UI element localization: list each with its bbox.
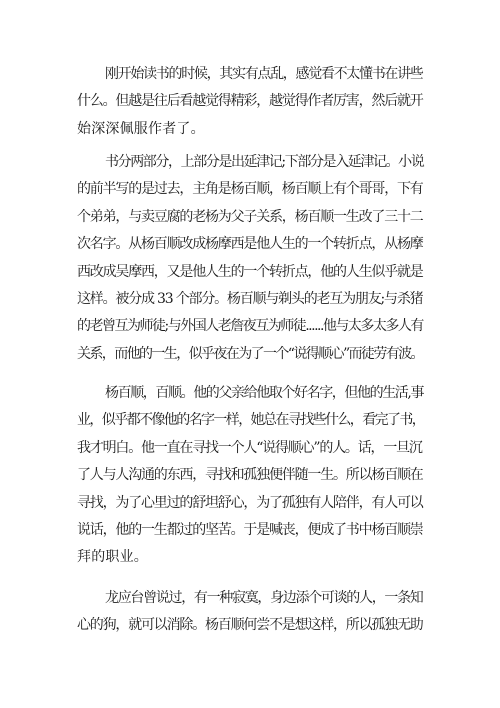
paragraph-name-meaning xyxy=(77,380,424,572)
text-line: 说话，他的一生都过的坚苦。于是喊丧，便成了书中杨百顺崇 xyxy=(77,522,423,539)
text-line: 拜的职业。 xyxy=(77,549,148,566)
text-line: 始深深佩服作者了。 xyxy=(77,120,205,137)
text-line: 杨百顺，百顺。他的父亲给他取个好名字，但他的生活,事 xyxy=(105,385,424,401)
text-line: 次名字。从杨百顺改成杨摩西是他人生的一个转折点，从杨摩 xyxy=(77,236,423,253)
text-line: 我才明白。他一直在寻找一个人“说得顺心”的人。话，一旦沉 xyxy=(77,439,422,456)
text-line: 什么。但越是往后看越觉得精彩，越觉得作者厉害，然后就开 xyxy=(77,93,423,110)
text-line: 的前半写的是过去，主角是杨百顺，杨百顺上有个哥哥，下有 xyxy=(77,181,423,198)
text-line: 寻找，为了心里过的舒坦舒心，为了孤独有人陪伴，有人可以 xyxy=(77,494,423,511)
text-line: 书分两部分，上部分是出延津记;下部分是入延津记。小说 xyxy=(105,154,424,170)
paragraph-intro xyxy=(77,61,424,143)
paragraph-structure xyxy=(77,149,424,368)
text-line: 关系，而他的一生，似乎夜在为了一个“说得顺心”而徒劳有波。 xyxy=(77,345,423,362)
text-line: 业，似乎都不像他的名字一样，她总在寻找些什么，看完了书， xyxy=(77,412,425,429)
text-line: 西改成吴摩西，又是他人生的一个转折点，他的人生似乎就是 xyxy=(77,263,423,280)
paragraph-quote xyxy=(77,585,424,640)
text-line: 刚开始读书的时候，其实有点乱，感觉看不太懂书在讲些 xyxy=(105,66,423,82)
text-line: 龙应台曾说过，有一种寂寞，身边添个可谈的人，一条知 xyxy=(105,590,423,606)
text-line: 了人与人沟通的东西，寻找和孤独便伴随一生。所以杨百顺在 xyxy=(77,467,423,484)
text-line: 的老曾互为师徒;与外国人老詹夜互为师徒......他与太多太多人有 xyxy=(77,318,423,335)
text-line: 个弟弟，与卖豆腐的老杨为父子关系，杨百顺一生改了三十二 xyxy=(77,208,423,225)
text-line: 这样。被分成 33 个部分。杨百顺与剃头的老互为朋友;与杀猪 xyxy=(77,291,423,308)
text-line: 心的狗，就可以消除。杨百顺何尝不是想这样，所以孤独无助 xyxy=(77,617,423,634)
